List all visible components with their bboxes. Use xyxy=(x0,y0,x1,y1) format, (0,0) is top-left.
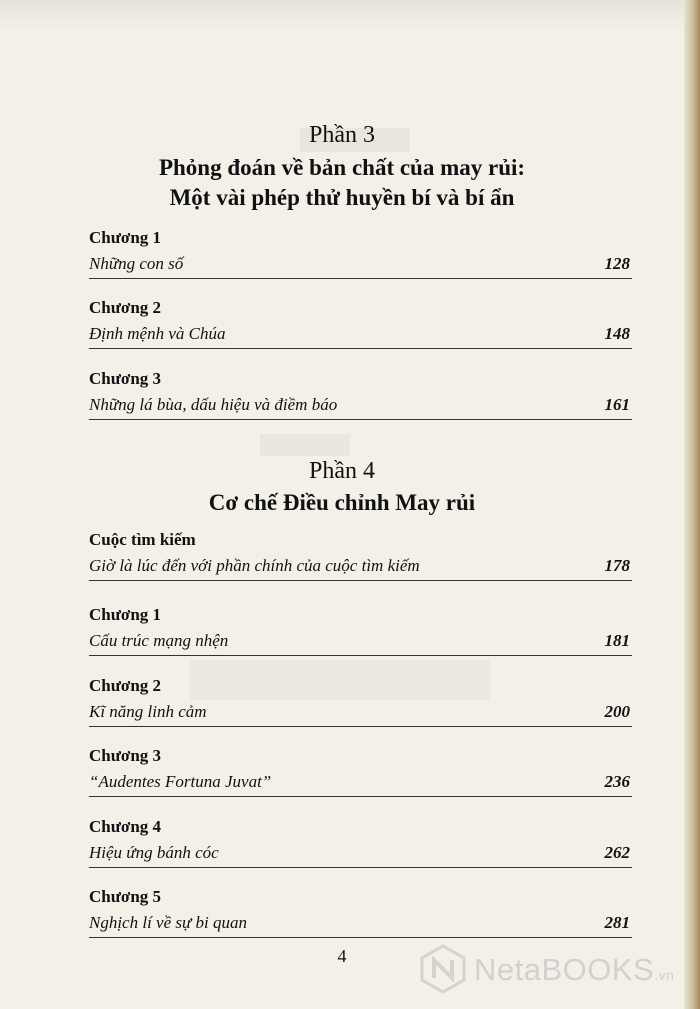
bleed-through-shape xyxy=(190,660,490,700)
chapter-label: Chương 3 xyxy=(89,369,162,388)
toc-row[interactable] xyxy=(89,322,632,349)
book-spine-edge xyxy=(684,0,700,1009)
page-ref: 200 xyxy=(604,702,630,721)
part4-title: Cơ chế Điều chỉnh May rủi xyxy=(208,490,476,515)
chapter-title: Nghịch lí về sự bi quan xyxy=(89,913,248,932)
watermark-brand: NetaBOOKS xyxy=(474,952,655,987)
toc-row[interactable] xyxy=(89,841,632,868)
netabooks-logo-icon xyxy=(418,944,468,994)
page-ref: 181 xyxy=(604,631,630,650)
page-ref: 262 xyxy=(604,843,630,862)
page-number: 4 xyxy=(337,946,347,966)
part3-title-line2: Một vài phép thử huyền bí và bí ẩn xyxy=(169,185,515,210)
toc-row[interactable] xyxy=(89,770,632,797)
chapter-title: “Audentes Fortuna Juvat” xyxy=(89,772,272,791)
chapter-label: Chương 4 xyxy=(89,817,162,836)
chapter-title: Kĩ năng linh cảm xyxy=(89,702,207,721)
chapter-label: Cuộc tìm kiếm xyxy=(89,530,196,549)
page-ref: 161 xyxy=(604,395,630,414)
chapter-title: Giờ là lúc đến với phần chính của cuộc tìm kiếm xyxy=(89,556,420,575)
watermark-text xyxy=(474,952,674,988)
chapter-label: Chương 3 xyxy=(89,746,162,765)
page-ref: 178 xyxy=(604,556,630,575)
toc-row[interactable] xyxy=(89,629,632,656)
bleed-through-shape xyxy=(260,434,350,456)
chapter-label: Chương 1 xyxy=(89,605,162,624)
toc-row[interactable] xyxy=(89,252,632,279)
toc-row[interactable] xyxy=(89,393,632,420)
chapter-label: Chương 5 xyxy=(89,887,162,906)
watermark-suffix: .vn xyxy=(654,967,675,983)
chapter-label: Chương 1 xyxy=(89,228,162,247)
chapter-label: Chương 2 xyxy=(89,298,162,317)
page-ref: 281 xyxy=(604,913,630,932)
chapter-label: Chương 2 xyxy=(89,676,162,695)
toc-row[interactable] xyxy=(89,911,632,938)
top-shadow xyxy=(0,0,684,30)
toc-row[interactable] xyxy=(89,554,632,581)
part4-label: Phần 4 xyxy=(309,458,375,484)
chapter-title: Những con số xyxy=(89,254,184,273)
chapter-title: Hiệu ứng bánh cóc xyxy=(89,843,219,862)
part3-title-line1: Phỏng đoán về bản chất của may rủi: xyxy=(158,155,526,180)
toc-row[interactable] xyxy=(89,700,632,727)
page-ref: 148 xyxy=(604,324,630,343)
chapter-title: Những lá bùa, dấu hiệu và điềm báo xyxy=(89,395,338,414)
chapter-title: Cấu trúc mạng nhện xyxy=(89,631,229,650)
watermark xyxy=(418,944,688,996)
page-ref: 128 xyxy=(604,254,630,273)
part3-label: Phần 3 xyxy=(309,122,375,148)
page-ref: 236 xyxy=(604,772,630,791)
chapter-title: Định mệnh và Chúa xyxy=(89,324,226,343)
